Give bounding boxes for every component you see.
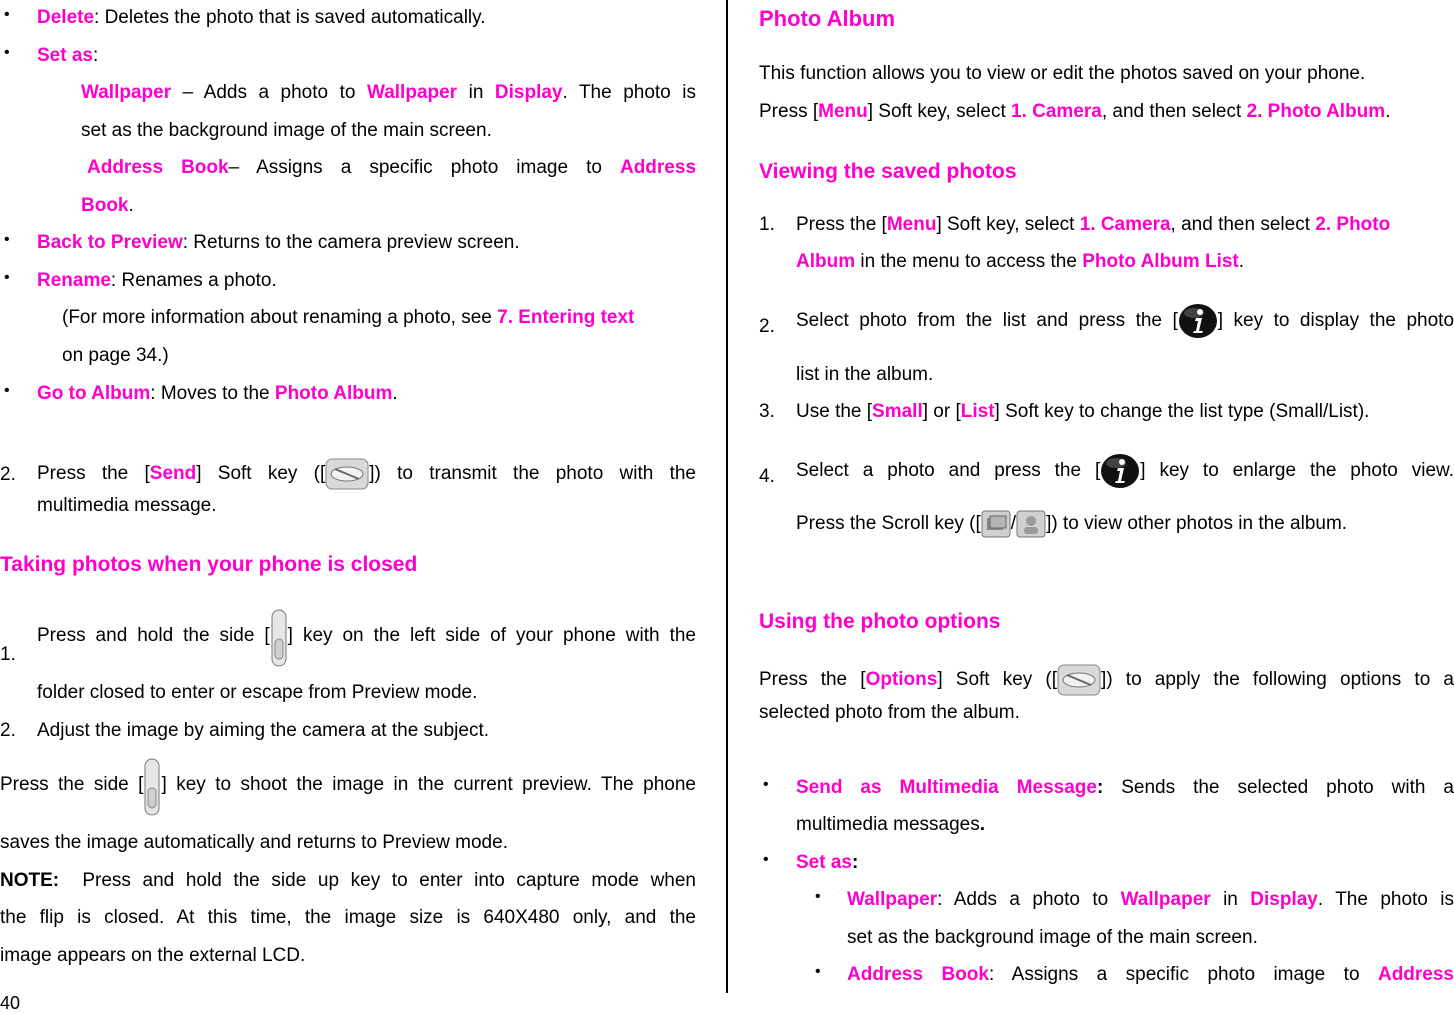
send-mms-item-cont: multimedia messages. xyxy=(796,814,986,835)
wallpaper-subitem: Wallpaper: Adds a photo to Wallpaper in Display. The photo is xyxy=(847,889,1454,910)
delete-item: Delete: Deletes the photo that is saved automatically. xyxy=(37,7,486,28)
shoot-paragraph: Press the side [ ] key to shoot the image in the current preview. The phone xyxy=(0,754,696,816)
page-title: Photo Album xyxy=(759,6,896,31)
options-paragraph: Press the [Options] Soft key ([ ]) to apply the following options to a xyxy=(759,660,1454,700)
view-step-4-cont: Press the Scroll key ([ / ]) to view other photos in the album. xyxy=(796,504,1347,544)
bullet-icon: • xyxy=(4,231,10,248)
closed-step-2: Adjust the image by aiming the camera at the subject. xyxy=(37,720,490,741)
send-step-cont: multimedia message. xyxy=(37,495,217,516)
send-mms-item: Send as Multimedia Message: Sends the selected photo with a xyxy=(796,777,1454,798)
step-number: 3. xyxy=(759,401,775,422)
view-step-4: Select a photo and press the [ ] key to enlarge the photo view. xyxy=(796,446,1454,496)
step-number: 2. xyxy=(0,720,16,741)
set-as-item: Set as: xyxy=(796,852,859,873)
note-line-2: the flip is closed. At this time, the image size is 640X480 only, and the xyxy=(0,907,696,928)
view-step-1-cont: Album in the menu to access the Photo Album List. xyxy=(796,251,1245,272)
bullet-icon: • xyxy=(763,776,769,793)
side-key-icon xyxy=(143,758,161,816)
view-step-1: Press the [Menu] Soft key, select 1. Camera, and then select 2. Photo xyxy=(796,214,1391,235)
view-step-3: Use the [Small] or [List] Soft key to change the list type (Small/List). xyxy=(796,401,1370,422)
soft-key-icon xyxy=(325,458,369,490)
scroll-left-icon xyxy=(981,510,1011,538)
address-book-subitem: Address Book: Assigns a specific photo image to Address xyxy=(847,964,1454,985)
step-number: 4. xyxy=(759,466,775,487)
section-heading-viewing: Viewing the saved photos xyxy=(759,160,1017,183)
go-to-album-item: Go to Album: Moves to the Photo Album. xyxy=(37,383,398,404)
side-key-icon xyxy=(270,609,288,667)
intro-line-2: Press [Menu] Soft key, select 1. Camera, and then select 2. Photo Album. xyxy=(759,101,1391,122)
bullet-icon: • xyxy=(815,963,821,980)
soft-key-icon xyxy=(1057,664,1101,696)
send-step: Press the [Send] Soft key ([ ]) to transmit the photo with the xyxy=(37,456,696,492)
column-divider xyxy=(726,0,728,993)
bullet-icon: • xyxy=(4,269,10,286)
info-key-icon xyxy=(1100,453,1140,489)
bullet-icon: • xyxy=(4,6,10,23)
options-paragraph-cont: selected photo from the album. xyxy=(759,702,1020,723)
info-key-icon xyxy=(1178,303,1218,339)
step-number: 2. xyxy=(759,316,775,337)
bullet-icon: • xyxy=(815,888,821,905)
intro-line-1: This function allows you to view or edit the photos saved on your phone. xyxy=(759,63,1366,84)
closed-step-1-cont: folder closed to enter or escape from Preview mode. xyxy=(37,682,478,703)
note-line-3: image appears on the external LCD. xyxy=(0,945,306,966)
back-to-preview-item: Back to Preview: Returns to the camera preview screen. xyxy=(37,232,520,253)
bullet-icon: • xyxy=(4,44,10,61)
bullet-icon: • xyxy=(4,382,10,399)
scroll-right-icon xyxy=(1016,510,1046,538)
rename-item: Rename: Renames a photo. xyxy=(37,270,277,291)
address-book-item-cont: Book. xyxy=(81,195,134,216)
closed-step-1: Press and hold the side [ ] key on the left side of your phone with the xyxy=(37,605,696,667)
section-heading-options: Using the photo options xyxy=(759,610,1001,633)
address-book-item: Address Book– Assigns a specific photo image to Address xyxy=(87,157,697,178)
section-heading-closed: Taking photos when your phone is closed xyxy=(0,553,418,576)
rename-note-cont: on page 34.) xyxy=(62,345,169,366)
wallpaper-item-cont: set as the background image of the main screen. xyxy=(81,120,492,141)
bullet-icon: • xyxy=(763,851,769,868)
rename-note: (For more information about renaming a photo, see 7. Entering text xyxy=(62,307,635,328)
page-number: 40 xyxy=(0,993,21,1013)
step-number: 2. xyxy=(0,464,16,485)
step-number: 1. xyxy=(0,644,16,665)
view-step-2-cont: list in the album. xyxy=(796,364,934,385)
wallpaper-item: Wallpaper – Adds a photo to Wallpaper in Display. The photo is xyxy=(81,82,696,103)
step-number: 1. xyxy=(759,214,775,235)
shoot-paragraph-cont: saves the image automatically and returns to Preview mode. xyxy=(0,832,508,853)
wallpaper-subitem-cont: set as the background image of the main screen. xyxy=(847,927,1258,948)
set-as-item: Set as: xyxy=(37,45,99,66)
view-step-2: Select photo from the list and press the [ ] key to display the photo xyxy=(796,296,1454,346)
note-line-1: NOTE: Press and hold the side up key to enter into capture mode when xyxy=(0,870,696,891)
